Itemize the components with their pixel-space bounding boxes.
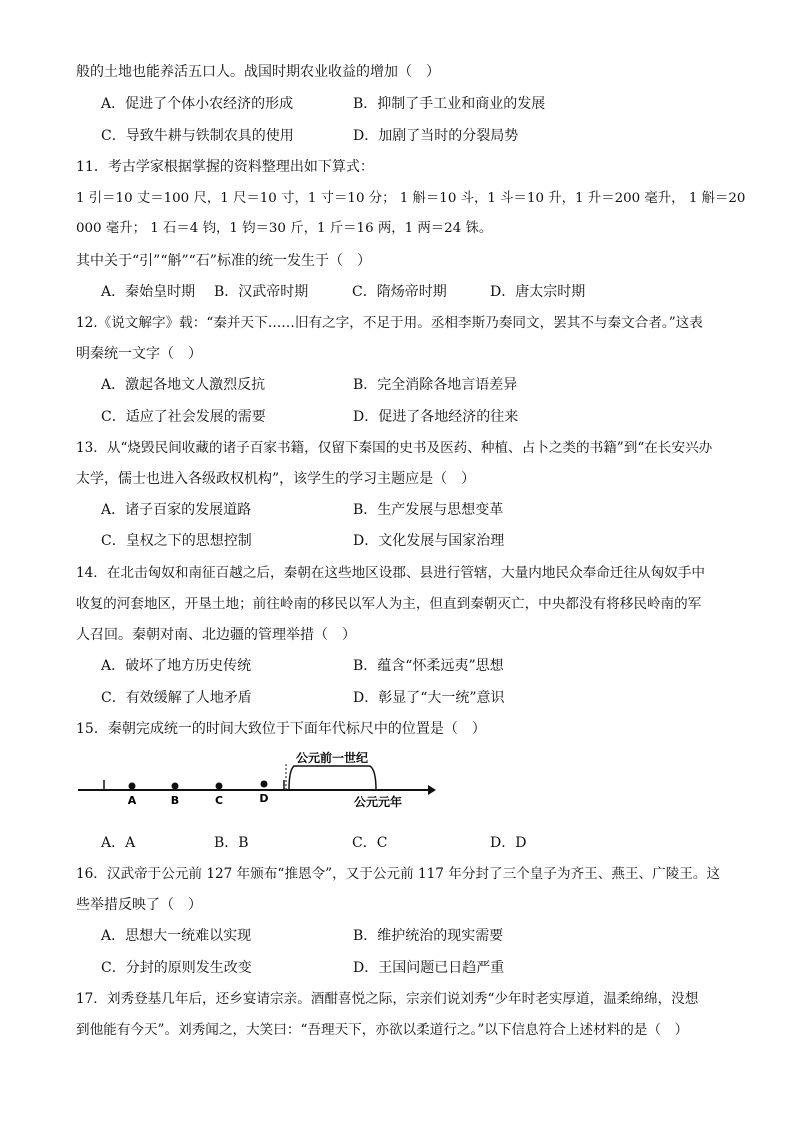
line-q10-stem-end: 般的土地也能养活五口人。战国时期农业收益的增加（ ）	[76, 64, 440, 80]
q10-option-a: A．促进了个体小农经济的形成	[101, 96, 294, 112]
q15-option-b: B．B	[214, 835, 249, 851]
century-label: 公元前一世纪	[295, 751, 369, 765]
timeline-diagram	[74, 744, 436, 808]
century-bracket	[289, 766, 376, 790]
q12-option-c: C．适应了社会发展的需要	[101, 409, 266, 425]
timeline-point-a	[129, 783, 136, 790]
q16-stem-line-2: 些举措反映了（ ）	[76, 897, 202, 913]
q10-option-c: C．导致牛耕与铁制农具的使用	[101, 128, 294, 144]
q16-option-c: C．分封的原则发生改变	[101, 960, 252, 976]
q11-option-b: B．汉武帝时期	[214, 284, 309, 300]
q12-option-d: D．促进了各地经济的往来	[353, 409, 519, 425]
q11-option-c: C．隋炀帝时期	[352, 284, 447, 300]
q13-stem-line-1: 13．从“烧毁民间收藏的诸子百家书籍，仅留下秦国的史书及医药、种植、占卜之类的书籍”到“在长安兴办	[76, 440, 713, 456]
q13-stem-line-2: 太学，儒士也进入各级政权机构”，该学生的学习主题应是（ ）	[76, 471, 476, 487]
q17-stem-line-2: 到他能有今天”。刘秀闻之，大笑曰：“吾理天下，亦欲以柔道行之。”以下信息符合上述材料的是（ ）	[76, 1022, 689, 1038]
q15-option-d: D．D	[490, 835, 527, 851]
q13-option-c: C．皇权之下的思想控制	[101, 533, 252, 549]
q13-option-b: B．生产发展与思想变革	[353, 502, 504, 518]
timeline-label-d: D	[259, 792, 269, 805]
q14-stem-line-3: 人召回。秦朝对南、北边疆的管理举措（ ）	[76, 627, 356, 643]
q13-option-d: D．文化发展与国家治理	[353, 533, 505, 549]
timeline-label-c: C	[214, 794, 224, 807]
q14-option-c: C．有效缓解了人地矛盾	[101, 690, 252, 706]
q16-stem-line-1: 16．汉武帝于公元前 127 年颁布“推恩令”，又于公元前 117 年分封了三个皇子为齐王、燕王、广陵王。这	[76, 866, 721, 882]
q14-option-b: B．蕴含“怀柔远夷”思想	[353, 658, 504, 674]
timeline-label-b: B	[170, 794, 180, 807]
q11-formula-line-2: 000 毫升； 1 石＝4 钧，1 钧＝30 斤，1 斤＝16 两，1 两＝24 铢。	[76, 221, 493, 236]
timeline-point-b	[172, 783, 179, 790]
q12-option-a: A．激起各地文人激烈反抗	[101, 377, 266, 393]
q15-option-c: C．C	[352, 835, 388, 851]
q14-stem-line-2: 收复的河套地区，开垦土地；前往岭南的移民以军人为主，但直到秦朝灭亡，中央都没有将移民岭南的军	[76, 596, 702, 612]
q10-option-b: B．抑制了手工业和商业的发展	[353, 96, 546, 112]
q11-formula-line-1: 1 引＝10 丈＝100 尺，1 尺＝10 寸，1 寸＝10 分； 1 斛＝10 斗，1 斗＝10 升，1 升＝200 毫升， 1 斛＝20	[76, 191, 746, 206]
q16-option-b: B．维护统治的现实需要	[353, 928, 504, 944]
q14-option-d: D．彰显了“大一统”意识	[353, 690, 505, 706]
q15-stem: 15．秦朝完成统一的时间大致位于下面年代标尺中的位置是（ ）	[76, 721, 486, 737]
q16-option-d: D．王国问题已日趋严重	[353, 960, 505, 976]
q11-question: 其中关于“引”“斛”“石”标准的统一发生于（ ）	[76, 253, 371, 269]
timeline-point-d	[261, 781, 268, 788]
q10-option-d: D．加剧了当时的分裂局势	[353, 128, 519, 144]
timeline-point-c	[216, 783, 223, 790]
year-zero-label: 公元元年	[353, 795, 403, 808]
q17-stem-line-1: 17．刘秀登基几年后，还乡宴请宗亲。酒酣喜悦之际，宗亲们说刘秀“少年时老实厚道，温柔绵绵，没想	[76, 991, 699, 1007]
q14-option-a: A．破坏了地方历史传统	[101, 658, 252, 674]
q12-stem-line-2: 明秦统一文字（ ）	[76, 346, 202, 362]
timeline-arrow-head	[428, 785, 436, 795]
q11-option-a: A．秦始皇时期	[101, 284, 196, 300]
timeline-label-a: A	[127, 794, 137, 807]
q11-stem: 11．考古学家根据掌握的资料整理出如下算式：	[76, 159, 374, 175]
q16-option-a: A．思想大一统难以实现	[101, 928, 252, 944]
q13-option-a: A．诸子百家的发展道路	[101, 502, 252, 518]
q12-stem-line-1: 12.《说文解字》载：“秦并天下……旧有之字，不足于用。丞相李斯乃奏同文，罢其不与秦文合者。”这表	[76, 315, 703, 331]
q11-option-d: D．唐太宗时期	[490, 284, 586, 300]
q15-option-a: A．A	[101, 835, 136, 851]
q14-stem-line-1: 14．在北击匈奴和南征百越之后，秦朝在这些地区设郡、县进行管辖，大量内地民众奉命迁往从匈奴手中	[76, 565, 706, 581]
q12-option-b: B．完全消除各地言语差异	[353, 377, 518, 393]
